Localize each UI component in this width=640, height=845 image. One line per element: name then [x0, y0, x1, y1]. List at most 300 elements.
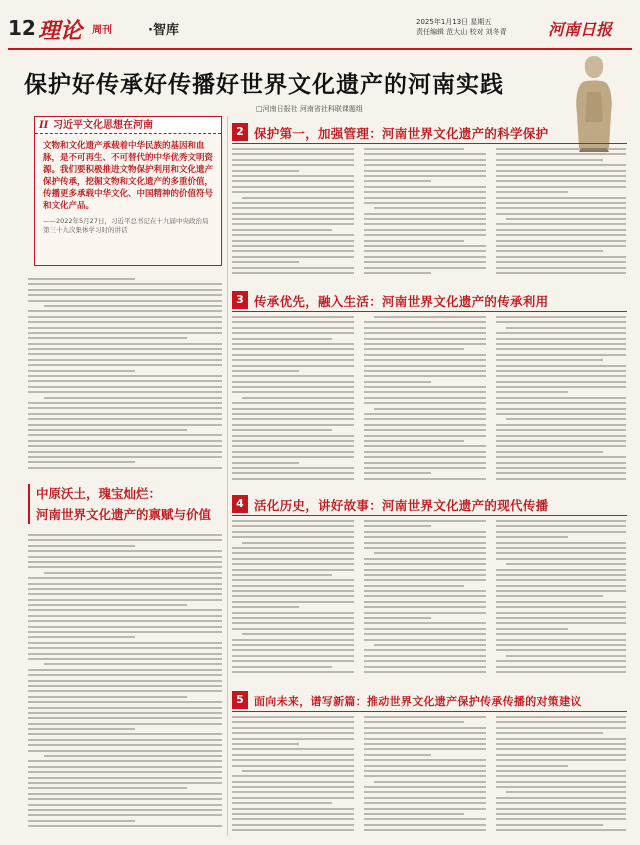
text-line [364, 558, 486, 560]
text-line [28, 782, 222, 784]
text-line [232, 240, 354, 242]
text-line [496, 671, 626, 673]
text-line [232, 721, 354, 723]
text-line [496, 520, 626, 522]
text-line [496, 213, 626, 215]
text-line [28, 418, 222, 420]
text-line [232, 552, 354, 554]
text-line [496, 727, 626, 729]
text-line [232, 478, 354, 480]
text-line [496, 813, 626, 815]
text-line [506, 791, 626, 793]
text-line [28, 456, 222, 458]
text-line [28, 566, 222, 568]
text-line [44, 305, 222, 307]
text-line [496, 542, 626, 544]
text-line [28, 545, 135, 547]
text-line [232, 786, 354, 788]
text-line [496, 261, 626, 263]
text-line [232, 148, 354, 150]
text-line [28, 804, 222, 806]
text-line [232, 261, 299, 263]
text-line [496, 381, 626, 383]
text-line [232, 547, 354, 549]
text-line [374, 644, 486, 646]
text-line [232, 370, 299, 372]
text-line [44, 572, 222, 574]
text-line [364, 159, 486, 161]
section-5-col-2 [364, 716, 486, 836]
section-2-banner [232, 122, 627, 142]
text-line [364, 197, 486, 199]
text-line [496, 547, 626, 549]
text-line [364, 435, 486, 437]
text-line [232, 666, 332, 668]
text-line [364, 818, 486, 820]
text-line [364, 531, 486, 533]
section-3-col-2 [364, 316, 486, 486]
text-line [232, 451, 354, 453]
text-line [242, 397, 354, 399]
text-line [364, 520, 486, 522]
text-line [28, 620, 222, 622]
text-line [496, 808, 626, 810]
text-line [364, 590, 486, 592]
text-line [28, 685, 222, 687]
section-4-number: 4 [232, 495, 248, 513]
text-line [364, 660, 486, 662]
text-line [496, 408, 626, 410]
text-line [364, 716, 486, 718]
text-line [28, 712, 222, 714]
text-line [496, 590, 626, 592]
text-line [28, 375, 222, 377]
text-line [496, 622, 626, 624]
text-line [28, 364, 222, 366]
text-line [496, 440, 626, 442]
text-line [28, 787, 187, 789]
text-line [364, 569, 486, 571]
text-line [28, 583, 222, 585]
text-line [28, 402, 222, 404]
text-line [364, 256, 486, 258]
text-line [28, 793, 222, 795]
text-line [496, 802, 626, 804]
text-line [364, 721, 464, 723]
text-line [28, 609, 222, 611]
section-1-subhead-line2: 河南世界文化遗产的禀赋与价值 [36, 507, 212, 522]
text-line [28, 680, 222, 682]
quote-box-title: 习近平文化思想在河南 [53, 120, 153, 131]
text-line [496, 435, 626, 437]
text-line [496, 153, 626, 155]
text-line [364, 429, 486, 431]
text-line [364, 153, 486, 155]
text-line [496, 748, 626, 750]
text-line [364, 802, 486, 804]
text-line [496, 365, 626, 367]
text-line [496, 223, 626, 225]
text-line [44, 755, 222, 757]
text-line [232, 386, 354, 388]
text-line [232, 563, 354, 565]
text-line [28, 798, 222, 800]
text-line [28, 310, 222, 312]
text-line [496, 765, 568, 767]
text-line [232, 186, 354, 188]
text-line [232, 727, 354, 729]
text-line [28, 814, 222, 816]
text-line [496, 343, 626, 345]
text-line [232, 467, 354, 469]
text-line [232, 622, 354, 624]
byline: □河南日报社 河南省社科联课题组 [256, 105, 363, 113]
text-line [232, 391, 354, 393]
text-line [232, 531, 354, 533]
text-line [28, 550, 222, 552]
text-line [28, 809, 222, 811]
intro-text-column [28, 278, 222, 474]
text-line [496, 245, 626, 247]
text-line [496, 402, 626, 404]
section-3-banner [232, 290, 627, 310]
text-line [232, 354, 354, 356]
text-line [28, 593, 222, 595]
text-line [496, 732, 603, 734]
text-line [364, 786, 486, 788]
text-line [364, 525, 431, 527]
text-line [28, 825, 222, 827]
text-line [496, 180, 626, 182]
text-line [374, 552, 486, 554]
text-line [364, 612, 486, 614]
text-line [28, 588, 222, 590]
text-line [364, 332, 486, 334]
text-line [28, 283, 222, 285]
text-line [232, 628, 354, 630]
text-line [364, 628, 486, 630]
text-line [496, 601, 626, 603]
text-line [28, 391, 222, 393]
text-line [496, 649, 626, 651]
text-line [364, 601, 486, 603]
section-1-subhead [28, 484, 222, 524]
text-line [364, 418, 486, 420]
text-line [496, 391, 568, 393]
text-line [232, 381, 354, 383]
text-line [496, 478, 626, 480]
text-line [232, 824, 354, 826]
text-line [496, 359, 603, 361]
text-line [364, 375, 486, 377]
text-line [232, 223, 354, 225]
section-2-col-3 [496, 148, 626, 280]
text-line [364, 633, 486, 635]
text-line [506, 218, 626, 220]
text-line [374, 207, 486, 209]
text-line [232, 748, 354, 750]
text-line [28, 386, 222, 388]
text-line [496, 759, 626, 761]
text-line [232, 765, 354, 767]
text-line [364, 732, 486, 734]
text-line [496, 272, 626, 274]
text-line [28, 348, 222, 350]
text-line [232, 234, 354, 236]
text-line [496, 191, 568, 193]
text-line [364, 402, 486, 404]
text-line [28, 636, 135, 638]
text-line [496, 175, 626, 177]
text-line [28, 300, 222, 302]
section-subtitle: 周刊 [92, 25, 112, 36]
text-line [232, 332, 354, 334]
text-line [28, 451, 222, 453]
text-line [364, 391, 486, 393]
text-line [28, 327, 222, 329]
text-line [28, 445, 222, 447]
text-line [232, 818, 354, 820]
text-line [28, 467, 222, 469]
text-line [364, 424, 486, 426]
text-line [364, 542, 486, 544]
text-line [232, 202, 354, 204]
text-line [496, 354, 626, 356]
text-line [242, 770, 354, 772]
text-line [28, 766, 222, 768]
text-line [28, 353, 222, 355]
editor-line: 责任编辑 范大山 校对 刘冬青 [416, 28, 507, 36]
text-line [364, 370, 486, 372]
text-line [232, 375, 354, 377]
text-line [232, 660, 354, 662]
text-line [364, 824, 486, 826]
text-line [28, 615, 222, 617]
text-line [496, 229, 626, 231]
text-line [232, 418, 354, 420]
text-line [44, 663, 222, 665]
text-line [232, 365, 354, 367]
text-line [364, 213, 486, 215]
text-line [496, 321, 626, 323]
text-line [28, 289, 222, 291]
text-line [232, 655, 354, 657]
text-line [364, 770, 486, 772]
section-2-title: 保护第一，加强管理：河南世界文化遗产的科学保护 [254, 126, 549, 141]
text-line [364, 186, 486, 188]
text-line [364, 467, 486, 469]
text-line [496, 666, 626, 668]
text-line [28, 534, 222, 536]
text-line [28, 599, 222, 601]
quote-text: 文物和文化遗产承载着中华民族的基因和血脉，是不可再生、不可替代的中华优秀文明资源。我们要积极推进文物保护利用和文化遗产保护传承，挖掘文物和文化遗产的多重价值，传播更多承载中华文化、中国精神的价值符号和文化产品。 [43, 141, 214, 211]
text-line [364, 272, 431, 274]
text-line [232, 813, 354, 815]
text-line [232, 472, 354, 474]
text-line [232, 536, 354, 538]
text-line [232, 245, 354, 247]
section-5-col-3 [496, 716, 626, 836]
section-5-number: 5 [232, 691, 248, 709]
text-line [496, 386, 626, 388]
text-line [232, 671, 354, 673]
text-line [232, 791, 354, 793]
text-line [364, 413, 486, 415]
text-line [364, 261, 486, 263]
text-line [28, 561, 222, 563]
text-line [496, 639, 626, 641]
text-line [506, 563, 626, 565]
text-line [496, 424, 626, 426]
text-line [232, 781, 354, 783]
text-line [232, 402, 354, 404]
text-line [496, 338, 626, 340]
text-line [28, 604, 187, 606]
text-line [28, 321, 222, 323]
quote-box-header [35, 117, 221, 134]
text-line [44, 397, 222, 399]
text-line [496, 716, 626, 718]
text-line [232, 574, 332, 576]
text-line [496, 781, 626, 783]
text-line [364, 240, 464, 242]
text-line [364, 563, 486, 565]
text-line [364, 456, 486, 458]
text-line [232, 558, 354, 560]
text-line [364, 386, 486, 388]
text-line [364, 671, 486, 673]
section-name: ·智库 [148, 23, 179, 38]
section-4-title: 活化历史，讲好故事：河南世界文化遗产的现代传播 [254, 498, 549, 513]
text-line [28, 707, 222, 709]
text-line [232, 175, 354, 177]
text-line [28, 701, 222, 703]
text-line [232, 754, 354, 756]
text-line [364, 595, 486, 597]
text-line [232, 408, 354, 410]
text-line [496, 569, 626, 571]
quote-box-roman: II [39, 120, 49, 131]
text-line [364, 451, 486, 453]
text-line [496, 743, 626, 745]
text-line [364, 218, 486, 220]
text-line [232, 649, 354, 651]
text-line [232, 327, 354, 329]
text-line [364, 327, 486, 329]
text-line [364, 808, 486, 810]
section-2-col-1 [232, 148, 354, 280]
text-line [364, 547, 486, 549]
text-line [232, 440, 354, 442]
text-line [28, 539, 222, 541]
text-line [232, 153, 354, 155]
section-3-col-1 [232, 316, 354, 486]
text-line [28, 631, 222, 633]
text-line [232, 429, 332, 431]
text-line [232, 424, 354, 426]
text-line [506, 418, 626, 420]
text-line [232, 743, 299, 745]
text-line [364, 765, 486, 767]
text-line [364, 743, 486, 745]
text-line [496, 824, 603, 826]
text-line [28, 658, 222, 660]
text-line [496, 738, 626, 740]
text-line [364, 585, 464, 587]
text-line [28, 771, 222, 773]
text-line [28, 777, 222, 779]
text-line [364, 655, 486, 657]
text-line [232, 338, 332, 340]
text-line [232, 617, 354, 619]
text-line [232, 207, 354, 209]
text-line [496, 579, 626, 581]
text-line [364, 536, 486, 538]
text-line [364, 234, 486, 236]
text-line [28, 380, 222, 382]
text-line [28, 556, 222, 558]
text-line [364, 748, 486, 750]
text-line [232, 579, 354, 581]
section-2-col-2 [364, 148, 486, 280]
text-line [496, 370, 626, 372]
text-line [496, 397, 626, 399]
text-line [496, 234, 626, 236]
text-line [364, 727, 486, 729]
text-line [364, 175, 486, 177]
text-line [496, 332, 626, 334]
text-line [364, 397, 486, 399]
text-line [232, 802, 332, 804]
text-line [28, 647, 222, 649]
text-line [232, 343, 354, 345]
text-line [364, 797, 486, 799]
text-line [364, 440, 464, 442]
text-line [28, 674, 222, 676]
text-line [496, 797, 626, 799]
text-line [28, 739, 222, 741]
text-line [28, 669, 222, 671]
text-line [496, 348, 626, 350]
masthead [8, 10, 632, 50]
text-line [364, 738, 486, 740]
text-line [496, 644, 626, 646]
section-3-title: 传承优先，融入生活：河南世界文化遗产的传承利用 [254, 294, 549, 309]
text-line [232, 759, 354, 761]
page-headline: 保护好传承好传播好世界文化遗产的河南实践 [24, 72, 504, 98]
section-4-col-2 [364, 520, 486, 680]
text-line [364, 359, 486, 361]
text-line [232, 775, 354, 777]
text-line [364, 579, 486, 581]
text-line [364, 829, 486, 831]
text-line [28, 429, 187, 431]
text-line [496, 660, 626, 662]
text-line [364, 381, 431, 383]
text-line [496, 250, 603, 252]
text-line [28, 733, 222, 735]
text-line [364, 775, 486, 777]
text-line [232, 612, 354, 614]
text-line [506, 655, 626, 657]
text-line [232, 445, 354, 447]
text-line [364, 170, 486, 172]
text-line [364, 445, 486, 447]
text-line [28, 690, 222, 692]
text-line [496, 472, 626, 474]
text-line [496, 633, 626, 635]
text-line [496, 585, 626, 587]
